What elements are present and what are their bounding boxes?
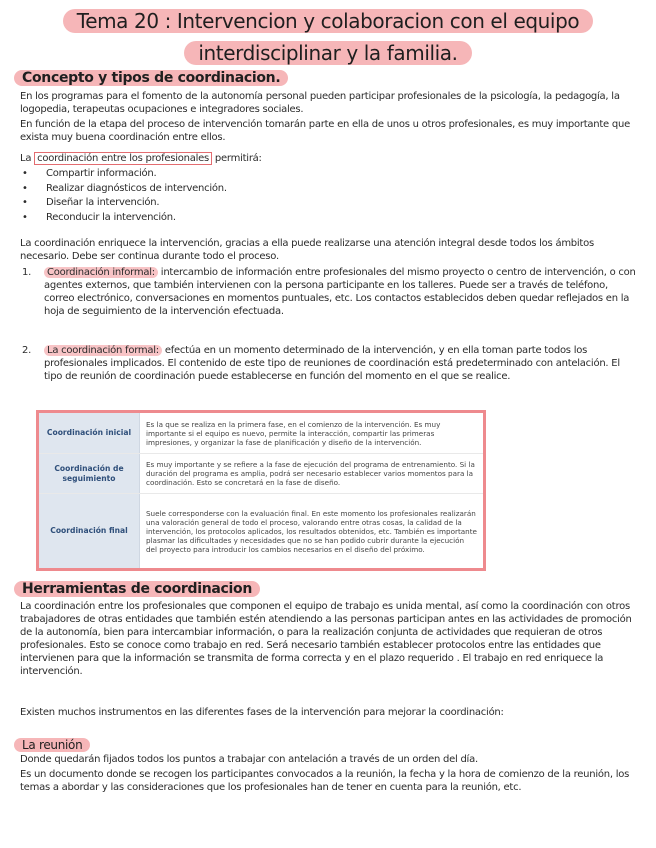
bullet-icon: • bbox=[22, 197, 28, 208]
section-heading-herramientas: Herramientas de coordinacion bbox=[14, 580, 260, 598]
numbered-item-informal: 1. Coordinación informal: intercambio de información entre profesionales del mismo proyecto o centro de intervención, o con agentes externos, que también intervienen con la persona participante en los talleres. Puede ser a través de teléfono, correo electrónico, conversaciones en momentos puntuales, etc. Los contactos establecidos deben quedar reflejados en la hoja de seguimiento de la intervención efectuada. bbox=[22, 267, 636, 317]
paragraph-documento-reunion: Es un documento donde se recogen los participantes convocados a la reunión, la fecha y la hora de comienzo de la reunión, los temas a abordar y las consideraciones que los profesionales han de tener en cuenta para la reunión, etc. bbox=[20, 769, 630, 793]
section-heading-concepto: Concepto y tipos de coordinacion. bbox=[14, 69, 288, 87]
table-row-label: Coordinación inicial bbox=[38, 412, 140, 454]
list-item: • Reconducir la intervención. bbox=[20, 211, 620, 226]
numbered-item-formal: 2. La coordinación formal: efectúa en un momento determinado de la intervención, y en ella toman parte todos los profesionales implicados. El contenido de este tipo de reuniones de coordinación está predeterminado con antelación. El tipo de reunión de coordinación puede establecerse en función del momento en el que se realice. bbox=[22, 345, 620, 382]
section-heading-reunion: La reunión bbox=[14, 736, 90, 754]
paragraph-trabajo-en-red: La coordinación entre los profesionales que componen el equipo de trabajo es unida mental, así como la coordinación con otros trabajadores de otras entidades que también estén atendiendo a las personas participan antes en las actividades de promoción de la autonomía, bien para intercambiar información, o para la realización conjunta de actividades que requieran de otros profesionales. Esto se conoce como trabajo en red. Será necesario también establecer protocolos entre las entidades que intervienen para que la información se transmita de forma correcta y en el plazo requerido . El trabajo en red enriquece la intervención. bbox=[20, 601, 632, 677]
item-label-formal: La coordinación formal: bbox=[44, 345, 162, 356]
page-title-line-1 bbox=[0, 8, 656, 34]
list-item: • Diseñar la intervención. bbox=[20, 196, 620, 211]
list-item: • Realizar diagnósticos de intervención. bbox=[20, 182, 620, 197]
paragraph-programas: En los programas para el fomento de la autonomía personal pueden participar profesionales de la psicología, la pedagogía, la logopedia, terapeutas ocupaciones e integradores sociales. bbox=[20, 91, 620, 115]
title-highlight-2: interdisciplinar y la familia. bbox=[184, 41, 471, 65]
table-row bbox=[38, 454, 485, 494]
permitira-list bbox=[20, 167, 620, 225]
paragraph-instrumentos: Existen muchos instrumentos en las diferentes fases de la intervención para mejorar la coordinación: bbox=[20, 707, 504, 718]
page-title-line-2 bbox=[0, 40, 656, 66]
bullet-icon: • bbox=[22, 182, 28, 194]
table-row-text: Es la que se realiza en la primera fase, en el comienzo de la intervención. Es muy importante si el equipo es nuevo, permite la interacción, compartir las primeras impresiones, y organizar la fase de planificación y diseño de la intervención. bbox=[140, 412, 485, 454]
paragraph-orden-del-dia: Donde quedarán fijados todos los puntos a trabajar con antelación a través de un orden del día. bbox=[20, 754, 478, 765]
table-row-text: Suele corresponderse con la evaluación final. En este momento los profesionales realizarán una valoración general de todo el proceso, valorando entre otras cosas, la calidad de la intervención, los protocolos aplicados, los resultados obtenidos, etc. También es importante plasmar las dificultades y necesidades que no se han podido cubrir durante la ejecución del proyecto para introducir los cambios necesarios en el diseño del próximo. bbox=[140, 494, 485, 570]
list-item: • Compartir información. bbox=[20, 167, 620, 182]
paragraph-etapa: En función de la etapa del proceso de intervención tomarán parte en ella de unos u otros profesionales, es muy importante que exista muy buena coordinación entre ellos. bbox=[20, 119, 630, 143]
coordination-types-table bbox=[36, 410, 486, 571]
item-number: 2. bbox=[22, 345, 32, 356]
bullet-icon: • bbox=[22, 168, 28, 179]
item-number: 1. bbox=[22, 267, 32, 278]
table-row bbox=[38, 412, 485, 454]
paragraph-enriquece: La coordinación enriquece la intervención, gracias a ella puede realizarse una atención integral desde todos los ámbitos necesario. Debe ser continua durante todo el proceso. bbox=[20, 238, 594, 262]
title-highlight-1: Tema 20 : Intervencion y colaboracion con el equipo bbox=[63, 9, 593, 33]
item-label-informal: Coordinación informal: bbox=[44, 267, 158, 278]
table-row bbox=[38, 494, 485, 570]
bullet-icon: • bbox=[22, 211, 28, 223]
table-row-label: Coordinación final bbox=[38, 494, 140, 570]
boxed-phrase: coordinación entre los profesionales bbox=[34, 152, 212, 165]
table-row-label: Coordinación de seguimiento bbox=[38, 454, 140, 494]
table-row-text: Es muy importante y se refiere a la fase de ejecución del programa de entrenamiento. Si la duración del programa es amplia, podrá ser necesario establecer varios momentos para la coordinación. Esto se concretará en la fase de diseño. bbox=[140, 454, 485, 494]
paragraph-coordinacion-permitira: La coordinación entre los profesionales permitirá: bbox=[20, 153, 262, 164]
